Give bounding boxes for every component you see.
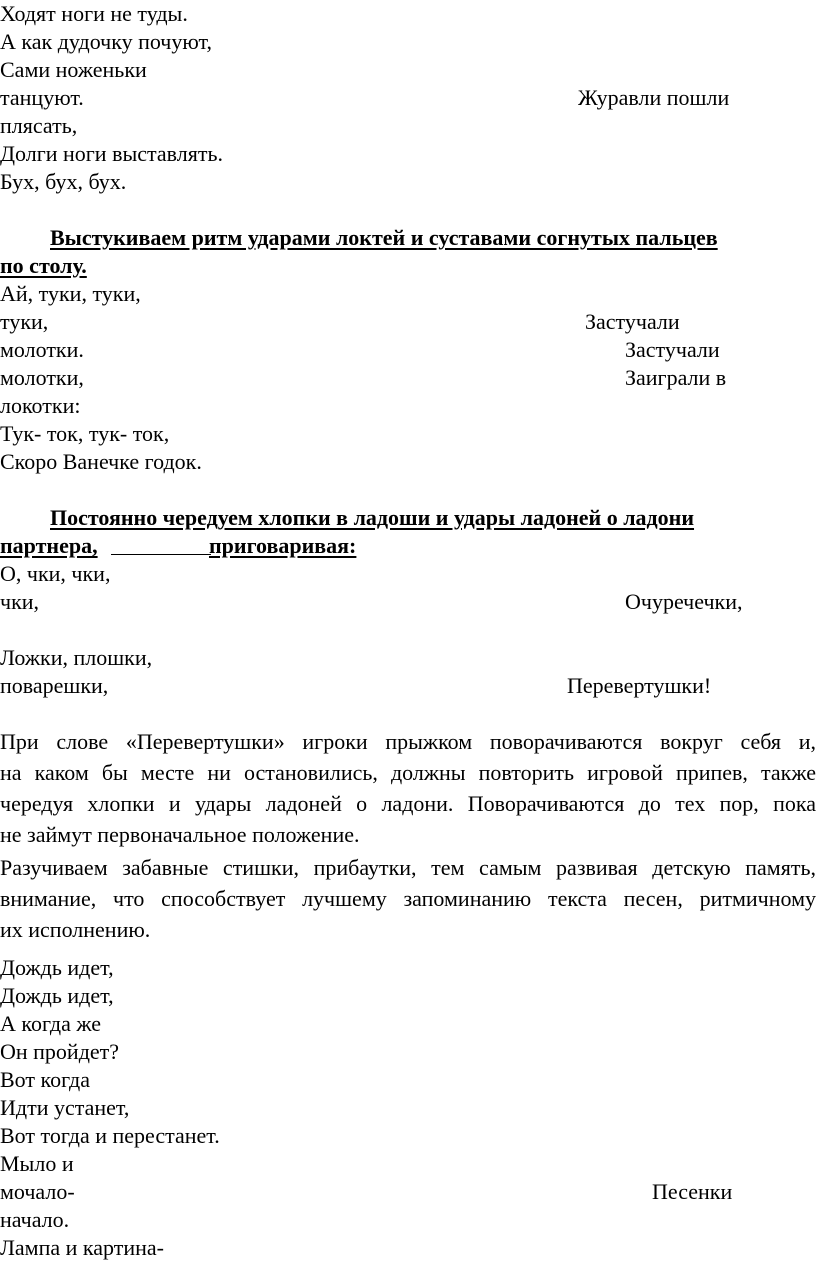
section-heading-2-line-2a: партнера, — [0, 533, 98, 558]
poem4-line-10: начало. — [0, 1207, 70, 1232]
poem2-line-2-right: Застучали — [585, 309, 680, 334]
paragraph-1 — [0, 726, 816, 850]
poem1-line-4: танцуют. — [0, 85, 84, 110]
poem2-line-6: Тук- ток, тук- ток, — [0, 421, 170, 446]
poem3-line-1: О, чки, чки, — [0, 561, 111, 586]
poem4-line-7: Вот тогда и перестанет. — [0, 1123, 220, 1148]
section-heading-1-line-1: Выстукиваем ритм ударами локтей и суставами согнутых пальцев — [50, 225, 718, 250]
paragraph-1-line-4: не займут первоначальное положение. — [0, 822, 360, 847]
poem1-line-1: Ходят ноги не туды. — [0, 1, 188, 26]
paragraph-1-line-2: на каком бы месте ни остановились, должны повторить игровой припев, также — [0, 760, 816, 785]
poem1-line-7: Бух, бух, бух. — [0, 169, 127, 194]
poem2-line-4: молотки, — [0, 365, 84, 390]
poem2-line-3: молотки. — [0, 337, 84, 362]
poem1-line-5: плясать, — [0, 113, 78, 138]
paragraph-2-line-2: внимание, что способствует лучшему запоминанию текста песен, ритмичному — [0, 886, 816, 911]
poem3-line-2-right: Очуречечки, — [625, 589, 743, 614]
poem3-line-4-right: Перевертушки! — [567, 673, 712, 698]
poem4-line-2: Дождь идет, — [0, 983, 114, 1008]
poem2-line-2: туки, — [0, 309, 49, 334]
poem1-line-6: Долги ноги выставлять. — [0, 141, 223, 166]
poem2-line-3-right: Застучали — [625, 337, 720, 362]
section-heading-2-underline-gap — [111, 532, 211, 562]
poem4-line-4: Он пройдет? — [0, 1039, 120, 1064]
section-heading-1-line-2: по столу. — [0, 253, 87, 278]
paragraph-2 — [0, 852, 816, 945]
poem4-line-11: Лампа и картина- — [0, 1235, 165, 1260]
poem3-line-3: Ложки, плошки, — [0, 645, 153, 670]
paragraph-2-line-1: Разучиваем забавные стишки, прибаутки, тем самым развивая детскую память, — [0, 855, 816, 880]
poem4-line-9-right: Песенки — [652, 1179, 733, 1204]
poem1-line-3: Сами ноженьки — [0, 57, 147, 82]
poem4-line-8: Мыло и — [0, 1151, 74, 1176]
poem4-line-9: мочало- — [0, 1179, 75, 1204]
paragraph-1-line-1: При слове «Перевертушки» игроки прыжком поворачиваются вокруг себя и, — [0, 729, 816, 754]
poem4-line-6: Идти устанет, — [0, 1095, 130, 1120]
poem3-line-4: поварешки, — [0, 673, 109, 698]
poem1-line-4-right: Журавли пошли — [578, 85, 730, 110]
poem2-line-7: Скоро Ванечке годок. — [0, 449, 202, 474]
poem2-line-4-right: Заиграли в — [625, 365, 727, 390]
poem4-line-3: А когда же — [0, 1011, 102, 1036]
poem4-line-1: Дождь идет, — [0, 955, 114, 980]
section-heading-2-line-1: Постоянно чередуем хлопки в ладоши и удары ладоней о ладони — [50, 505, 695, 530]
poem2-line-5: локотки: — [0, 393, 81, 418]
poem4-line-5: Вот когда — [0, 1067, 90, 1092]
poem1-line-2: А как дудочку почуют, — [0, 29, 212, 54]
section-heading-2-line-2b: приговаривая: — [209, 533, 357, 558]
paragraph-1-line-3: чередуя хлопки и удары ладоней о ладони. Поворачиваются до тех пор, пока — [0, 791, 816, 816]
poem2-line-1: Ай, туки, туки, — [0, 281, 141, 306]
poem3-line-2: чки, — [0, 589, 40, 614]
paragraph-2-line-3: их исполнению. — [0, 917, 151, 942]
